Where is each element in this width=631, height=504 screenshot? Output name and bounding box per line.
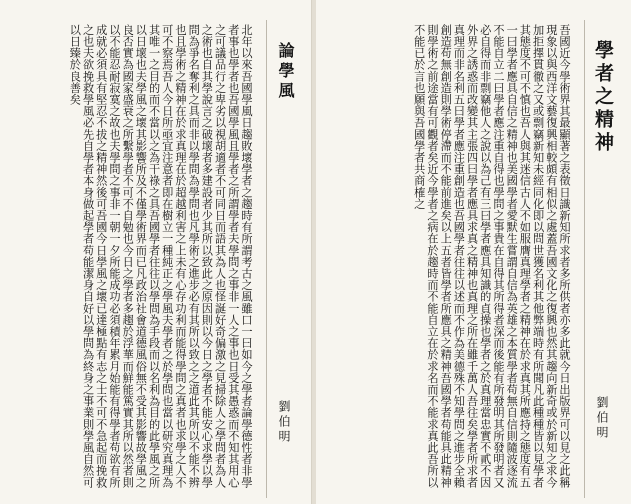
left-article-title: 論學風 <box>276 42 295 102</box>
left-article-paragraph: 北年以來吾國學風日趨敗壞學者之趨時有所謂考古之風雖口一曰如今之學者論學德性者非學者事也學者也吾國學風且學者之所謂學者夫學問之事非一人之事也日受其愚惑而不知其用心之可議品行之卑劣以視胡適者不可同日而語其為人也怪誕好奇偏激之見掃除人之學問者為人之術也自其學說言之破壞者多建設者少其所以致此之原因則以今日之學者不能安心求學以學問為爭名奪利之具而非以學問為學問也凡學術之進步必有其所以致之之道此其所以不能不辨也且學術之精神在於求真理在於超越利害之上未有心存功利而能得學問之真者也求學之人不可不察焉吾人今日所亟宜注意者即在樹立一種純正之學風夫學者之於學問也當以研究真理為其唯一之目的而不當以之為干祿之具吾國學者往往以學問為手段而以名利為目的此學風之所以日壞也夫學風之壞其影響所及不僅學術界而已凡政治社會道德風俗無不受其影響故學風之良否實為國家盛衰之所繫學者不可不自勉也今日之學者多趨於浮華而鮮能篤實其所以然者則以不能忍耐寂寞之故也夫學問之事非一朝一夕所能成功必須積年累月始能有得學者苟欲有所成就必須具有堅忍不拔之精神然後可吾國今日學風之壞已達極點有志之士不可不急起而挽救之也夫欲挽救學風必先自學者本身做起學者苟能潔身自好以學問為終身之事業則學風自然可以日臻於良善矣 <box>68 24 253 488</box>
left-title-rule <box>266 20 267 498</box>
right-article-title: 學者之精神 <box>592 40 614 155</box>
right-page <box>316 0 631 504</box>
right-title-rule <box>584 20 585 498</box>
right-article-paragraph: 吾國近今學術界其最顯著之表徵日識新知所求者多所供者亦多此就今日出版界可以見之此稱現象以與西洋文藝復興相較頗有相似之處蓋吾國文化之復興也然其趨向新奇或於新知之求今加拒擇貫徹之又或剽竊新知未經同化即以問世獲名利其他弊端時有所聞凡此種種皆以見學者其態度不可不慎也吾人與其迷信古人不如服膺真理學者之精神在於求真其所應持之態度有五一曰學者應具自信之精神也美國學者愛默生嘗謂自信為英雄之本質學者苟無自信則隨波逐流不能自立二曰學者應注重自得也學問之事貴在自得其所得者深而後能有所發明其所發明者又必自得而非剽竊他人之說以為己有三曰學者應具知識的貞操也學者之於真理當忠實不貳不因外界之誘惑而改變其主張四曰學者應具求真之精神也真理之所在雖千萬人吾往矣學者所求者真理而非名利五曰學者應注重創造也吾國學者往往以述而不作為美德殊不知學問之進步全賴創造苟無創造則學術停滯而不能前進矣以上五者皆學者所應具之精神吾國學者苟能具此精神則學術之前途當有可觀者矣近今學者之病在於趨時而不能自立在於求名而不能求真此吾所以不能已於言也願與吾國學者共商榷之 <box>412 24 571 488</box>
right-article-author: 劉伯明 <box>595 396 609 441</box>
right-article-body <box>326 24 571 494</box>
left-article-author: 劉伯明 <box>277 400 291 445</box>
left-article-body <box>10 24 253 494</box>
left-page <box>0 0 312 504</box>
